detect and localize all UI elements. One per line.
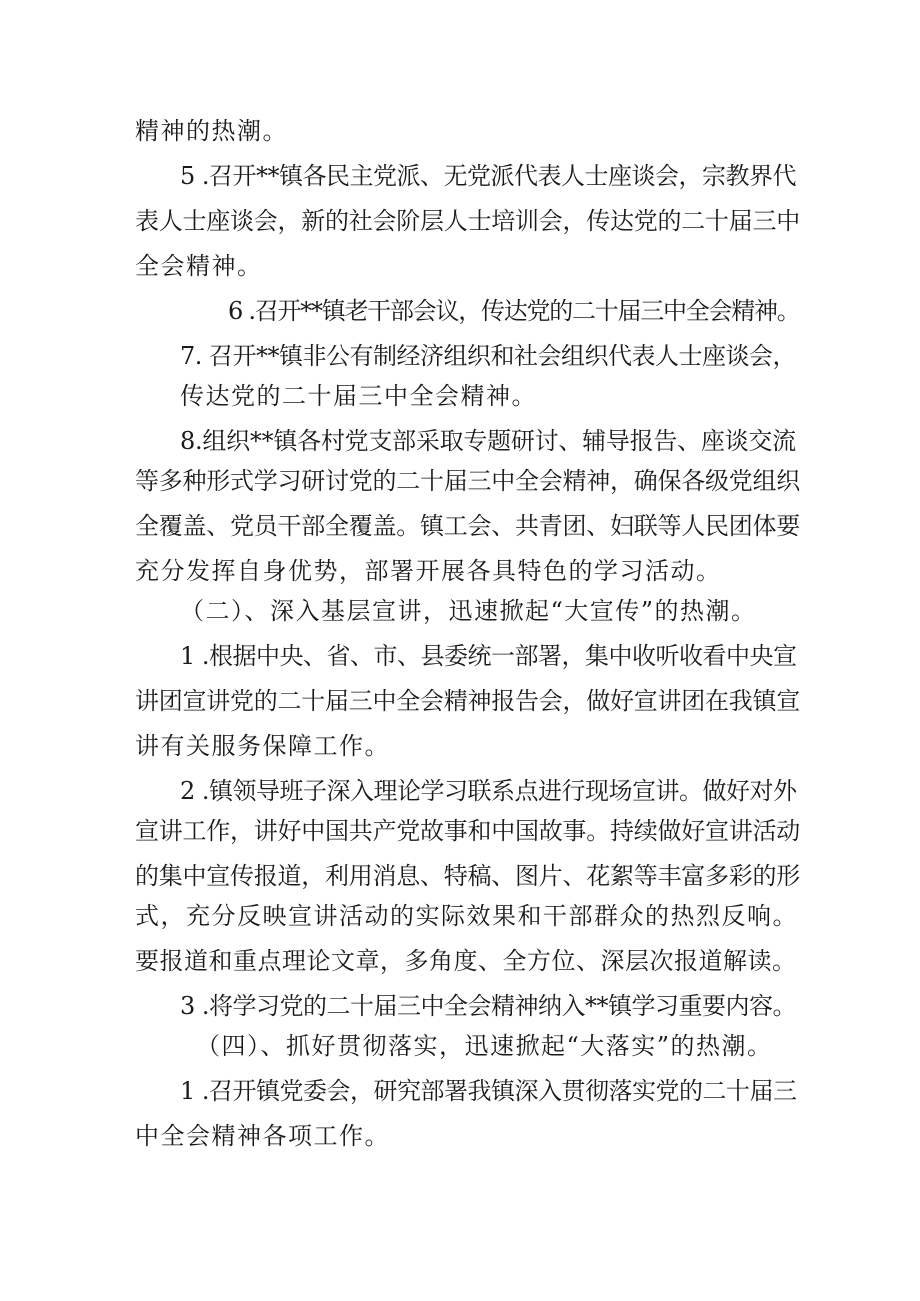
text-line: 宣讲工作，讲好中国共产党故事和中国故事。持续做好宣讲活动 <box>135 817 800 845</box>
text-line: 3 .将学习党的二十届三中全会精神纳入**镇学习重要内容。 <box>180 992 797 1020</box>
text-line: 2 .镇领导班子深入理论学习联系点进行现场宣讲。做好对外 <box>180 777 797 805</box>
text-line: 等多种形式学习研讨党的二十届三中全会精神，确保各级党组织 <box>135 467 800 495</box>
section-heading: （四）、抓好贯彻落实，迅速掀起“大落实”的热潮。 <box>196 1032 773 1060</box>
text-line: 1 .根据中央、省、市、县委统一部署，集中收听收看中央宣 <box>180 642 797 670</box>
text-line: 1 .召开镇党委会，研究部署我镇深入贯彻落实党的二十届三 <box>180 1077 797 1105</box>
text-line: 传达党的二十届三中全会精神。 <box>180 382 537 410</box>
text-line: 表人士座谈会，新的社会阶层人士培训会，传达党的二十届三中 <box>135 207 800 235</box>
text-line: 式，充分反映宣讲活动的实际效果和干部群众的热烈反响。 <box>135 902 798 930</box>
text-line: 中全会精神各项工作。 <box>135 1122 390 1150</box>
text-line: 精神的热潮。 <box>135 117 288 145</box>
text-line: 8.组织**镇各村党支部采取专题研讨、辅导报告、座谈交流 <box>180 427 796 455</box>
text-line: 6 .召开**镇老干部会议，传达党的二十届三中全会精神。 <box>228 297 800 325</box>
text-line: 的集中宣传报道，利用消息、特稿、图片、花絮等丰富多彩的形 <box>135 862 800 890</box>
text-line: 讲有关服务保障工作。 <box>135 732 390 760</box>
text-line: 全覆盖、党员干部全覆盖。镇工会、共青团、妇联等人民团体要 <box>135 512 800 540</box>
text-line: 充分发挥自身优势，部署开展各具特色的学习活动。 <box>135 557 722 585</box>
text-line: 5 .召开**镇各民主党派、无党派代表人士座谈会，宗教界代 <box>180 162 797 190</box>
text-line: 全会精神。 <box>135 252 263 280</box>
text-line: 7. 召开**镇非公有制经济组织和社会组织代表人士座谈会， <box>180 342 797 370</box>
text-line: 要报道和重点理论文章，多角度、全方位、深层次报道解读。 <box>135 947 797 975</box>
section-heading: （二）、深入基层宣讲，迅速掀起“大宣传”的热潮。 <box>180 597 757 625</box>
text-line: 讲团宣讲党的二十届三中全会精神报告会，做好宣讲团在我镇宣 <box>135 687 800 715</box>
